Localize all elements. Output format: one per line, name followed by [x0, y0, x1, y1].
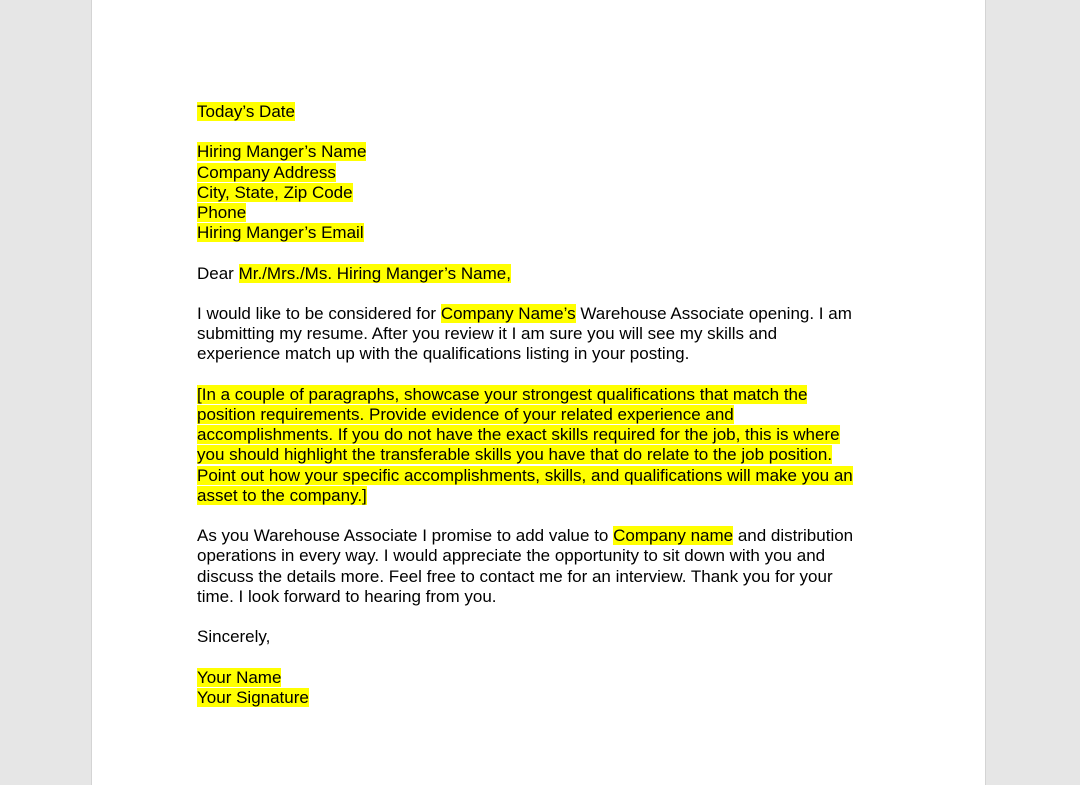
sender-signature: Your Signature [197, 687, 309, 707]
closing-line-2: operations in every way. I would appreciate the opportunity to sit down with you and [197, 546, 826, 566]
intro-line-2: submitting my resume. After you review it I am sure you will see my skills and [197, 324, 778, 344]
closing-line-1-before: As you Warehouse Associate I promise to add value to [197, 526, 614, 546]
sender-name: Your Name [197, 667, 282, 687]
salutation-prefix: Dear [197, 263, 239, 283]
intro-paragraph [197, 304, 887, 365]
recipient-address: Company Address [197, 162, 336, 182]
closing-line-4: time. I look forward to hearing from you. [197, 586, 497, 606]
signoff-text: Sincerely, [197, 627, 271, 647]
recipient-city: City, State, Zip Code [197, 182, 353, 202]
recipient-block [197, 142, 887, 243]
salutation-name: Mr./Mrs./Ms. Hiring Manger’s Name, [238, 263, 511, 283]
sender-block [197, 668, 887, 708]
intro-line-3: experience match up with the qualifications listing in your posting. [197, 344, 690, 364]
recipient-name: Hiring Manger’s Name [197, 142, 367, 162]
qualifications-line: Point out how your specific accomplishments, skills, and qualifications will make you an [197, 465, 853, 485]
recipient-phone: Phone [197, 203, 247, 222]
qualifications-line: [In a couple of paragraphs, showcase your strongest qualifications that match the [197, 384, 808, 404]
document-page [91, 0, 986, 785]
closing-company-name: Company name [613, 526, 734, 546]
closing-paragraph [197, 526, 887, 607]
date-block [197, 102, 887, 122]
qualifications-line: asset to the company.] [197, 485, 367, 505]
letter-body [197, 102, 887, 728]
intro-company-name: Company Name’s [440, 303, 576, 323]
qualifications-paragraph [197, 385, 887, 506]
date-text: Today’s Date [197, 102, 295, 121]
signoff [197, 627, 887, 647]
qualifications-line: accomplishments. If you do not have the exact skills required for the job, this is where [197, 425, 840, 445]
intro-line-1-before: I would like to be considered for [197, 303, 441, 323]
intro-line-1-after: Warehouse Associate opening. I am [575, 303, 852, 323]
qualifications-line: you should highlight the transferable skills you have that do relate to the job position. [197, 445, 833, 465]
closing-line-1-after: and distribution [733, 526, 854, 546]
closing-line-3: discuss the details more. Feel free to contact me for an interview. Thank you for your [197, 566, 833, 586]
recipient-email: Hiring Manger’s Email [197, 223, 364, 243]
qualifications-line: position requirements. Provide evidence of your related experience and [197, 404, 734, 424]
salutation [197, 264, 887, 284]
